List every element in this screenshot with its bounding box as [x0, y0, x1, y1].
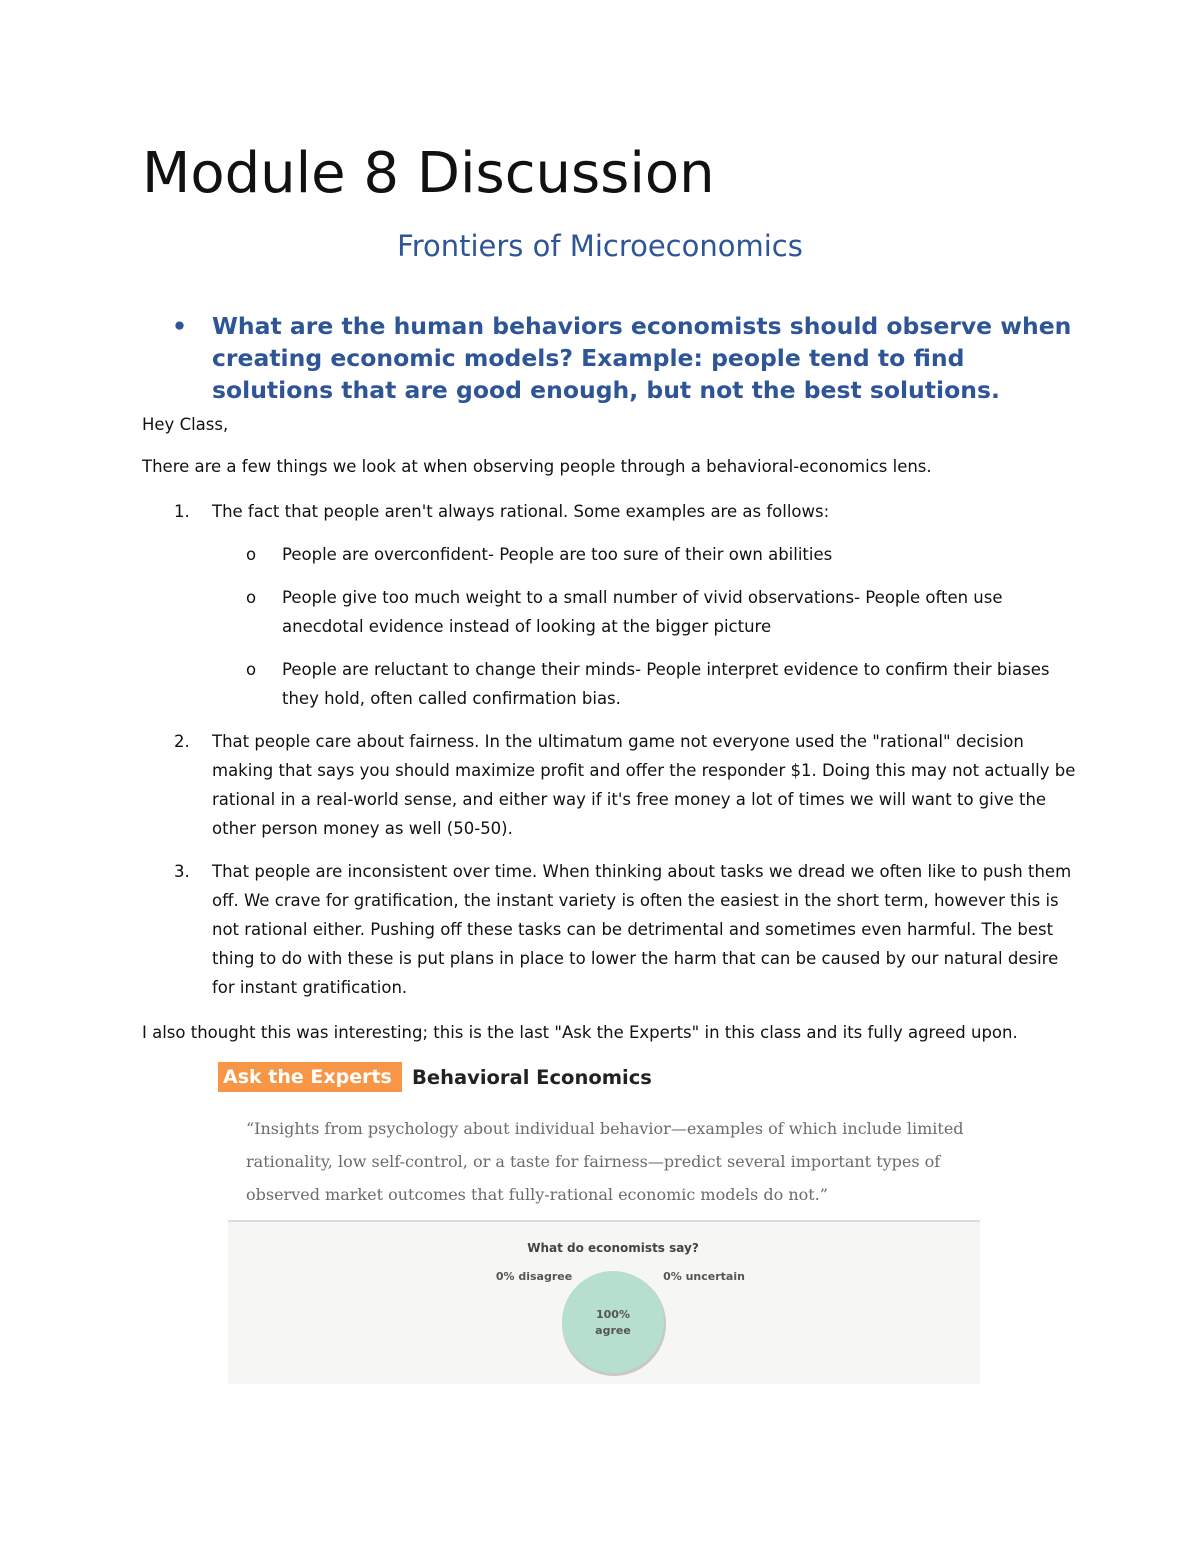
pie-slice-agree	[562, 1271, 664, 1373]
pie-label-agree-value: 100%	[596, 1308, 630, 1321]
chart-title: What do economists say?	[527, 1241, 699, 1255]
list-item-text: That people are inconsistent over time. When thinking about tasks we dread we often like to push them off. We crave for gratification, the instant variety is often the easiest in the short term, however this is not rational either. Pushing off these tasks can be detrimental and sometimes even harmful. The best thing to do with these is put plans in place to lower the harm that can be caused by our natural desire for instant gratification.	[212, 862, 1072, 997]
experts-topic-title: Behavioral Economics	[412, 1066, 652, 1089]
list-number: 1.	[174, 502, 190, 521]
sub-list-item-text: People give too much weight to a small number of vivid observations- People often use anecdotal evidence instead of looking at the bigger picture	[282, 588, 1003, 636]
list-item-text: That people care about fairness. In the ultimatum game not everyone used the "rational" decision making that says you should maximize profit and offer the responder $1. Doing this may not actually be rational in a real-world sense, and either way if it's free money a lot of times we will want to give the other person money as well (50-50).	[212, 732, 1076, 838]
list-item-3	[142, 857, 1082, 1002]
list-item-1	[142, 497, 1082, 713]
pie-chart	[228, 1222, 980, 1384]
pie-label-agree-text: agree	[595, 1324, 631, 1337]
pie-label-uncertain: 0% uncertain	[663, 1270, 745, 1283]
ask-the-experts-figure	[218, 1060, 983, 1385]
experts-quote: “Insights from psychology about individual behavior—examples of which include limited rationality, low self-control, or a taste for fairness—predict several important types of observed market outcomes that fully-rational economic models do not.”	[246, 1119, 964, 1204]
sub-list-item-text: People are reluctant to change their minds- People interpret evidence to confirm their biases they hold, often called confirmation bias.	[282, 660, 1050, 708]
list-item-text: The fact that people aren't always rational. Some examples are as follows:	[212, 502, 830, 521]
hollow-bullet-icon: o	[246, 545, 257, 564]
sub-list-item	[212, 583, 1082, 641]
pie-label-disagree: 0% disagree	[495, 1270, 573, 1283]
greeting: Hey Class,	[142, 415, 229, 434]
page-subtitle: Frontiers of Microeconomics	[397, 229, 803, 263]
chart-panel	[228, 1220, 980, 1384]
page-title: Module 8 Discussion	[142, 141, 715, 206]
sub-list-item	[212, 540, 1082, 569]
sub-list-item	[212, 655, 1082, 713]
hollow-bullet-icon: o	[246, 660, 257, 679]
hollow-bullet-icon: o	[246, 588, 257, 607]
list-number: 2.	[174, 732, 190, 751]
intro-paragraph: There are a few things we look at when observing people through a behavioral-economics lens.	[142, 457, 932, 476]
discussion-prompt-list	[172, 310, 1072, 406]
discussion-prompt: • What are the human behaviors economists should observe when creating economic models? Example: people tend to find solutions that are good enough, but not the best solutions.	[172, 310, 1072, 406]
sub-list-item-text: People are overconfident- People are too sure of their own abilities	[282, 545, 833, 564]
numbered-list	[142, 497, 1082, 1016]
ask-the-experts-label: Ask the Experts	[218, 1062, 402, 1092]
sub-list	[212, 540, 1082, 713]
closing-paragraph: I also thought this was interesting; this is the last "Ask the Experts" in this class and its fully agreed upon.	[142, 1023, 1018, 1042]
list-item-2	[142, 727, 1082, 843]
list-number: 3.	[174, 862, 190, 881]
